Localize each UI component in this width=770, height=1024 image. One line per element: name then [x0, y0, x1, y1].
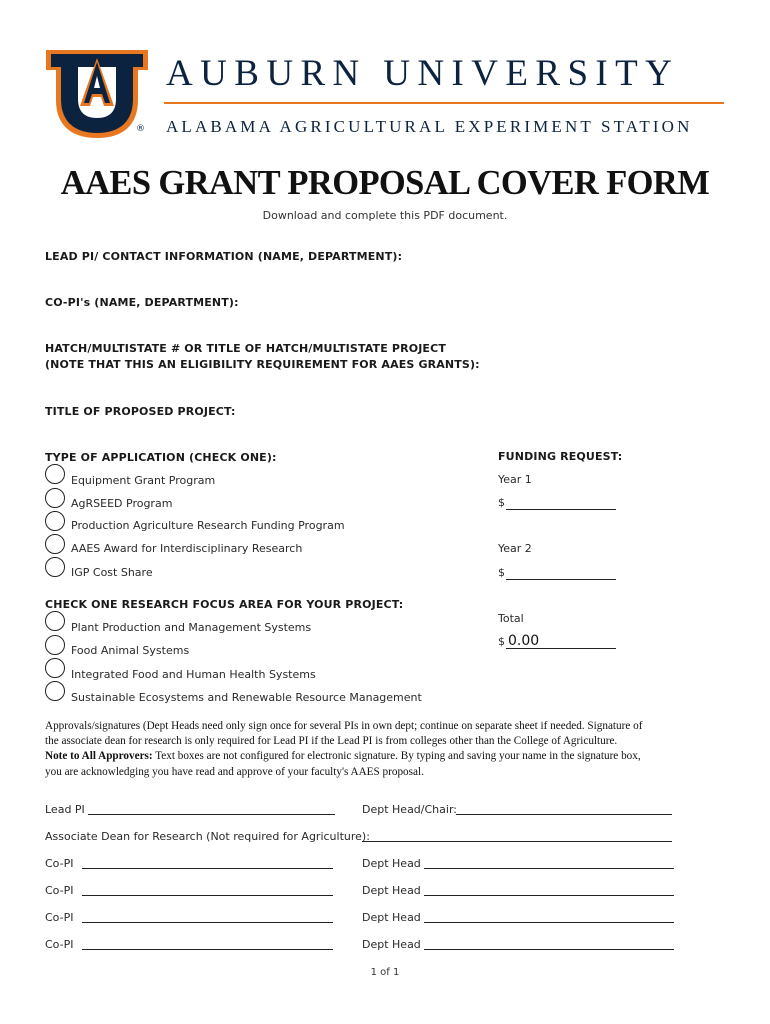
option-label: Plant Production and Management Systems: [71, 621, 312, 634]
year1-label: Year 1: [498, 473, 532, 486]
option-label: Integrated Food and Human Health Systems: [71, 668, 316, 681]
radio-food-health[interactable]: [45, 658, 65, 678]
dept-head-chair-sig-label: Dept Head/Chair:: [362, 803, 457, 816]
university-name: AUBURN UNIVERSITY: [166, 53, 680, 94]
dept-head-signature-field[interactable]: [424, 910, 674, 923]
co-pi-signature-field[interactable]: [82, 883, 333, 896]
co-pi-sig-label: Co-PI: [45, 857, 74, 870]
station-name: ALABAMA AGRICULTURAL EXPERIMENT STATION: [166, 117, 693, 136]
co-pi-signature-field[interactable]: [82, 937, 333, 950]
registered-mark: ®: [136, 124, 145, 134]
option-label: Equipment Grant Program: [71, 474, 216, 487]
total-value: 0.00: [508, 633, 540, 649]
dept-head-sig-label: Dept Head: [362, 857, 421, 870]
radio-plant-production[interactable]: [45, 611, 65, 631]
radio-sustainable-ecosystems[interactable]: [45, 681, 65, 701]
dept-head-signature-field[interactable]: [424, 937, 674, 950]
co-pi-sig-label: Co-PI: [45, 884, 74, 897]
radio-agrseed[interactable]: [45, 488, 65, 508]
approvals-instructions: [45, 719, 735, 780]
radio-food-animal[interactable]: [45, 635, 65, 655]
option-label: AAES Award for Interdisciplinary Research: [71, 542, 303, 555]
approvals-line: you are acknowledging you have read and approve of your faculty's AAES proposal.: [45, 765, 424, 778]
assoc-dean-signature-field[interactable]: [362, 829, 672, 842]
approvers-note: [45, 749, 735, 764]
project-title-label: TITLE OF PROPOSED PROJECT:: [45, 405, 236, 418]
dept-head-sig-label: Dept Head: [362, 884, 421, 897]
option-label: Production Agriculture Research Funding Program: [71, 519, 345, 532]
year2-label: Year 2: [498, 542, 532, 555]
radio-equipment-grant[interactable]: [45, 464, 65, 484]
approvals-line: the associate dean for research is only required for Lead PI if the Lead PI is from colleges other than the College of Agriculture.: [45, 735, 618, 748]
approvals-line: Approvals/signatures (Dept Heads need only sign once for several PIs in own dept; continue on separate sheet if needed. Signature of: [45, 720, 643, 732]
option-label: AgRSEED Program: [71, 497, 173, 510]
currency-symbol: $: [498, 635, 505, 648]
dept-head-chair-signature-field[interactable]: [456, 802, 672, 815]
year1-amount-field[interactable]: [506, 496, 616, 510]
hatch-label-line1: HATCH/MULTISTATE # OR TITLE OF HATCH/MULTISTATE PROJECT: [45, 342, 446, 355]
page-number: 1 of 1: [370, 967, 400, 978]
application-type-label: TYPE OF APPLICATION (CHECK ONE):: [45, 451, 277, 464]
lead-pi-sig-label: Lead PI: [45, 803, 85, 816]
co-pi-label: CO-PI's (NAME, DEPARTMENT):: [45, 296, 239, 309]
currency-symbol: $: [498, 566, 505, 579]
approvers-note-text: Text boxes are not configured for electronic signature. By typing and saving your name in the signature box,: [152, 750, 641, 763]
co-pi-signature-field[interactable]: [82, 856, 333, 869]
co-pi-sig-label: Co-PI: [45, 938, 74, 951]
currency-symbol: $: [498, 496, 505, 509]
option-label: Sustainable Ecosystems and Renewable Resource Management: [71, 691, 422, 704]
co-pi-signature-field[interactable]: [82, 910, 333, 923]
auburn-logo: [44, 44, 150, 140]
radio-igp-cost-share[interactable]: [45, 557, 65, 577]
co-pi-sig-label: Co-PI: [45, 911, 74, 924]
funding-request-label: FUNDING REQUEST:: [498, 450, 623, 463]
assoc-dean-sig-label: Associate Dean for Research (Not required for Agriculture):: [45, 830, 370, 843]
total-label: Total: [498, 612, 524, 625]
dept-head-sig-label: Dept Head: [362, 938, 421, 951]
lead-pi-signature-field[interactable]: [88, 802, 335, 815]
option-label: Food Animal Systems: [71, 644, 190, 657]
header-divider: [164, 102, 724, 104]
focus-area-label: CHECK ONE RESEARCH FOCUS AREA FOR YOUR PROJECT:: [45, 598, 404, 611]
form-subtitle: Download and complete this PDF document.: [262, 209, 508, 222]
form-title: AAES GRANT PROPOSAL COVER FORM: [60, 164, 710, 202]
dept-head-sig-label: Dept Head: [362, 911, 421, 924]
year2-amount-field[interactable]: [506, 566, 616, 580]
total-amount-field[interactable]: [506, 630, 616, 649]
option-label: IGP Cost Share: [71, 566, 153, 579]
approvers-note-heading: Note to All Approvers:: [45, 750, 153, 763]
lead-pi-label: LEAD PI/ CONTACT INFORMATION (NAME, DEPARTMENT):: [45, 250, 403, 263]
radio-production-agriculture[interactable]: [45, 511, 65, 531]
dept-head-signature-field[interactable]: [424, 856, 674, 869]
hatch-label-line2: (NOTE THAT THIS AN ELIGIBILITY REQUIREMENT FOR AAES GRANTS):: [45, 358, 480, 371]
radio-interdisciplinary-award[interactable]: [45, 534, 65, 554]
dept-head-signature-field[interactable]: [424, 883, 674, 896]
